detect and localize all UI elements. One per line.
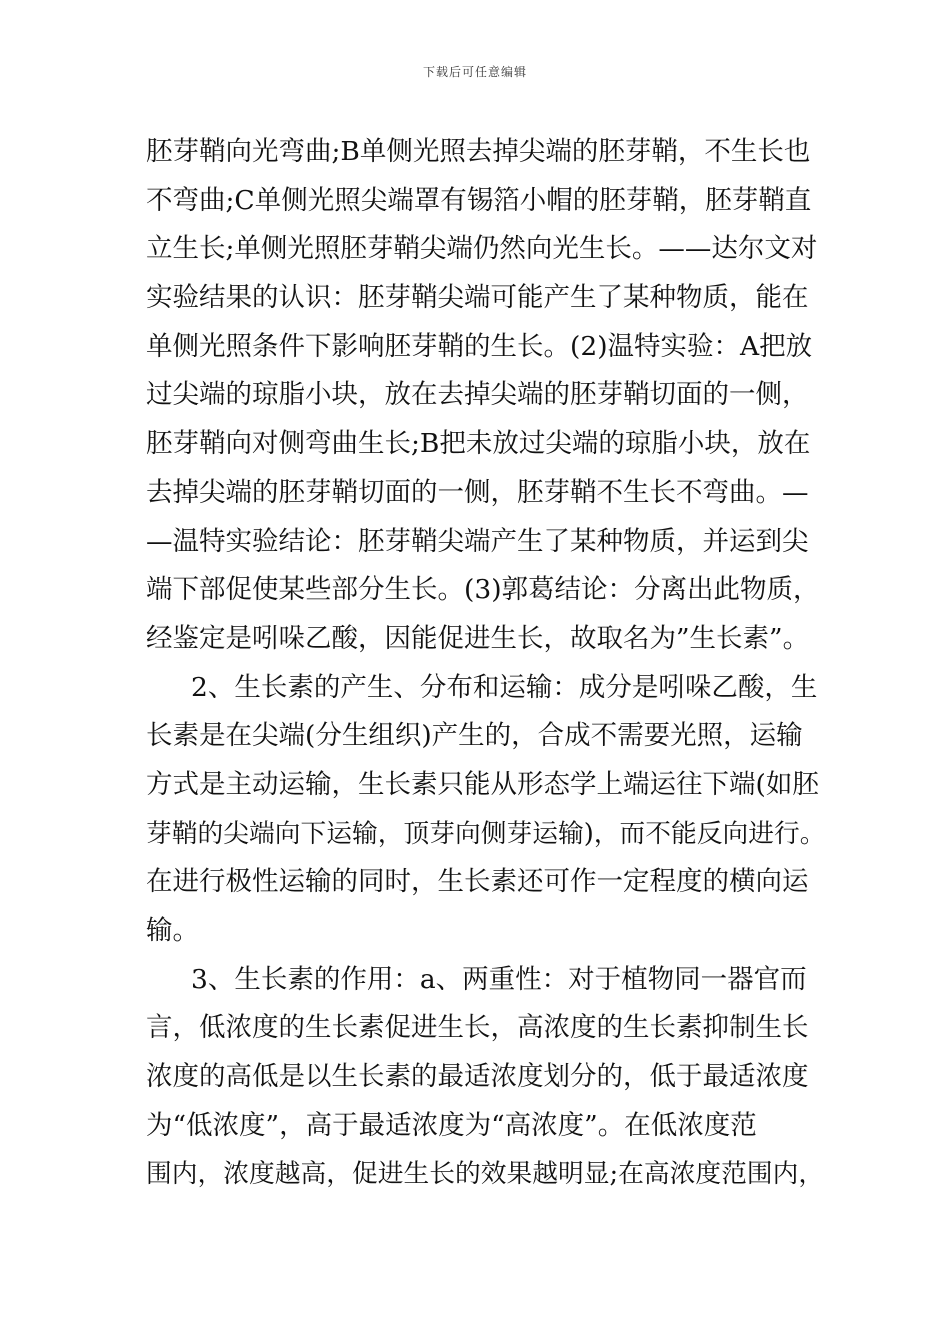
text-line: 单侧光照条件下影响胚芽鞘的生长。(2)温特实验：A把放 (146, 330, 813, 362)
text-line: 去掉尖端的胚芽鞘切面的一侧，胚芽鞘不生长不弯曲。— (146, 476, 809, 508)
text-line: 浓度的高低是以生长素的最适浓度划分的，低于最适浓度 (146, 1061, 809, 1093)
text-line: 不弯曲;C单侧光照尖端罩有锡箔小帽的胚芽鞘，胚芽鞘直 (146, 184, 812, 216)
page-header: 下载后可任意编辑 (422, 65, 527, 79)
text-line: 2、生长素的产生、分布和运输：成分是吲哚乙酸，生 (191, 671, 818, 703)
text-line: 3、生长素的作用：a、两重性：对于植物同一器官而 (191, 963, 807, 995)
document-body (146, 128, 826, 1199)
text-line: 方式是主动运输，生长素只能从形态学上端运往下端(如胚 (146, 768, 819, 800)
text-line: 围内，浓度越高，促进生长的效果越明显;在高浓度范围内， (146, 1159, 825, 1190)
text-line: 在进行极性运输的同时，生长素还可作一定程度的横向运 (146, 866, 809, 898)
text-line: 胚芽鞘向光弯曲;B单侧光照去掉尖端的胚芽鞘，不生长也 (146, 136, 811, 167)
text-line: —温特实验结论：胚芽鞘尖端产生了某种物质，并运到尖 (146, 525, 809, 557)
text-line: 言，低浓度的生长素促进生长，高浓度的生长素抑制生长 (146, 1012, 809, 1044)
text-line: 经鉴定是吲哚乙酸，因能促进生长，故取名为”生长素”。 (146, 622, 810, 654)
text-line: 胚芽鞘向对侧弯曲生长;B把未放过尖端的琼脂小块，放在 (146, 428, 811, 460)
text-line: 芽鞘的尖端向下运输，顶芽向侧芽运输)，而不能反向进行。 (146, 818, 826, 849)
text-line: 实验结果的认识：胚芽鞘尖端可能产生了某种物质，能在 (146, 282, 809, 314)
text-line: 端下部促使某些部分生长。(3)郭葛结论：分离出此物质， (146, 574, 820, 606)
text-line: 输。 (146, 915, 199, 946)
text-line: 为“低浓度”，高于最适浓度为“高浓度”。在低浓度范 (146, 1109, 757, 1141)
text-line: 过尖端的琼脂小块，放在去掉尖端的胚芽鞘切面的一侧， (146, 379, 809, 411)
text-line: 长素是在尖端(分生组织)产生的，合成不需要光照，运输 (146, 720, 803, 752)
text-line: 立生长;单侧光照胚芽鞘尖端仍然向光生长。——达尔文对 (146, 233, 818, 265)
